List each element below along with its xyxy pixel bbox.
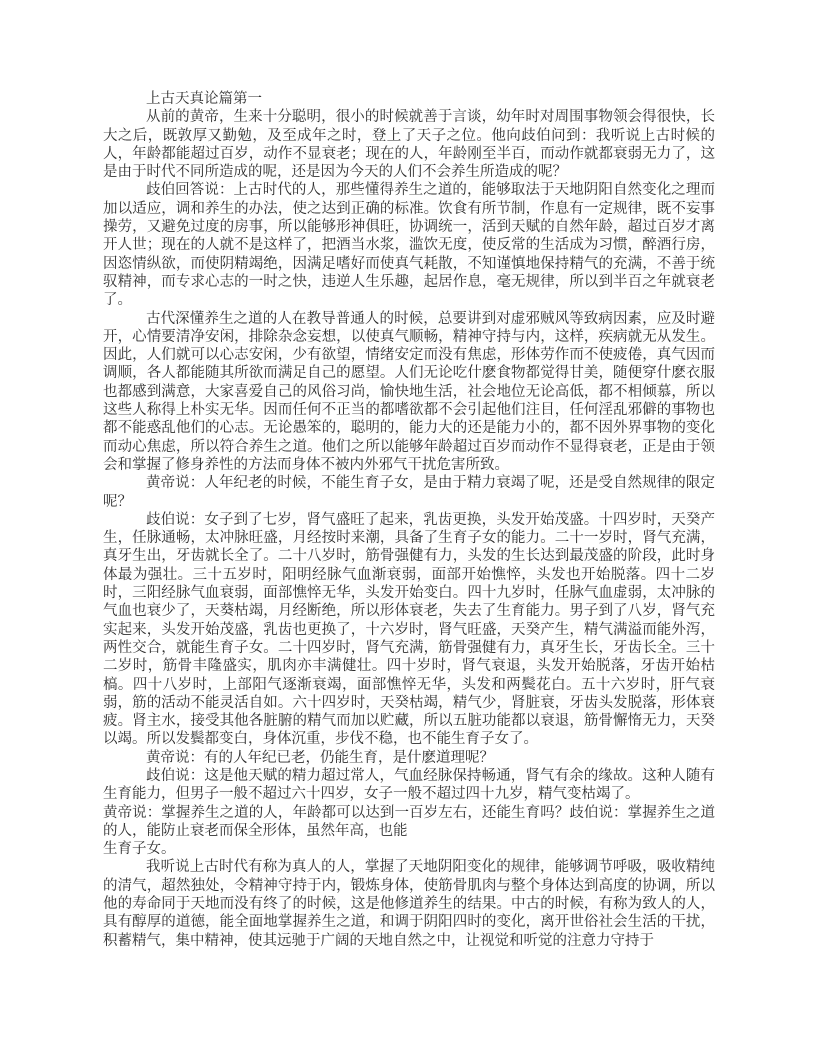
paragraph: 黄帝说：人年纪老的时候，不能生育子女，是由于精力衰竭了呢，还是受自然规律的限定呢？ (103, 475, 715, 510)
document-content (103, 90, 715, 950)
paragraph: 古代深懂养生之道的人在教导普通人的时候，总要讲到对虚邪贼风等致病因素，应及时避开，心情要清净安闲，排除杂念妄想，以使真气顺畅，精神守持与内，这样，疾病就无从发生。因此，人们就可以心志安闲，少有欲望，情绪安定而没有焦虑，形体劳作而不使疲倦，真气因而调顺，各人都能随其所欲而满足自己的愿望。人们无论吃什麽食物都觉得甘美，随便穿什麽衣服也都感到满意，大家喜爱自己的风俗习尚，愉快地生活，社会地位无论高低，都不相倾慕，所以这些人称得上朴实无华。因而任何不正当的都嗜欲都不会引起他们注目，任何淫乱邪僻的事物也都不能惑乱他们的心志。无论愚笨的，聪明的，能力大的还是能力小的，都不因外界事物的变化而动心焦虑，所以符合养生之道。他们之所以能够年龄超过百岁而动作不显得衰老，正是由于领会和掌握了修身养性的方法而身体不被内外邪气干扰危害所致。 (103, 310, 715, 473)
paragraph: 歧伯回答说：上古时代的人，那些懂得养生之道的，能够取法于天地阴阳自然变化之理而加以适应，调和养生的办法，使之达到正确的标准。饮食有所节制，作息有一定规律，既不妄事操劳，又避免过度的房事，所以能够形神俱旺，协调统一，活到天赋的自然年龄，超过百岁才离开人世；现在的人就不是这样了，把酒当水浆，滥饮无度，使反常的生活成为习惯，醉酒行房，因恣情纵欲，而使阴精竭绝，因满足嗜好而使真气耗散，不知谨慎地保持精气的充满，不善于统驭精神，而专求心志的一时之快，违逆人生乐趣，起居作息，毫无规律，所以到半百之年就衰老了。 (103, 182, 715, 309)
paragraph: 黄帝说：有的人年纪已老，仍能生育，是什麽道理呢？ (146, 749, 494, 766)
paragraph: 从前的黄帝，生来十分聪明，很小的时候就善于言谈，幼年时对周围事物领会得很快，长大之后，既敦厚又勤勉，及至成年之时，登上了天子之位。他向歧伯问到：我听说上古时候的人，年龄都能超过百岁，动作不显衰老；现在的人，年龄刚至半百，而动作就都衰弱无力了，这是由于时代不同所造成的呢，还是因为今天的人们不会养生所造成的呢？ (103, 109, 715, 181)
paragraph: 歧伯说：女子到了七岁，肾气盛旺了起来，乳齿更换，头发开始茂盛。十四岁时，天癸产生，任脉通畅，太冲脉旺盛，月经按时来潮，具备了生育子女的能力。二十一岁时，肾气充满，真牙生出，牙齿就长全了。二十八岁时，筋骨强健有力，头发的生长达到最茂盛的阶段，此时身体最为强壮。三十五岁时，阳明经脉气血渐衰弱，面部开始憔悴，头发也开始脱落。四十二岁时，三阳经脉气血衰弱，面部憔悴无华，头发开始变白。四十九岁时，任脉气血虚弱，太冲脉的气血也衰少了，天葵枯竭，月经断绝，所以形体衰老，失去了生育能力。男子到了八岁，肾气充实起来，头发开始茂盛，乳齿也更换了，十六岁时，肾气旺盛，天癸产生，精气满溢而能外泻，两性交合，就能生育子女。二十四岁时，肾气充满，筋骨强健有力，真牙生长，牙齿长全。三十二岁时，筋骨丰隆盛实，肌肉亦丰满健壮。四十岁时，肾气衰退，头发开始脱落，牙齿开始枯槁。四十八岁时，上部阳气逐渐衰竭，面部憔悴无华，头发和两鬓花白。五十六岁时，肝气衰弱，筋的活动不能灵活自如。六十四岁时，天癸枯竭，精气少，肾脏衰，牙齿头发脱落，形体衰疲。肾主水，接受其他各脏腑的精气而加以贮藏，所以五脏功能都以衰退，筋骨懈惰无力，天癸以竭。所以发鬓都变白，身体沉重，步伐不稳，也不能生育子女了。 (103, 511, 715, 748)
document-title: 上古天真论篇第一 (146, 91, 262, 107)
paragraph-list (103, 108, 715, 950)
paragraph: 我听说上古时代有称为真人的人，掌握了天地阴阳变化的规律，能够调节呼吸，吸收精纯的清气，超然独处，令精神守持于内，锻炼身体，使筋骨肌肉与整个身体达到高度的协调，所以他的寿命同于天地而没有终了的时候，这是他修道养生的结果。中古的时候，有称为致人的人，具有醇厚的道德，能全面地掌握养生之道，和调于阴阳四时的变化，离开世俗社会生活的干扰，积蓄精气，集中精神，使其远驰于广阔的天地自然之中，让视觉和听觉的注意力守持于 (103, 859, 715, 949)
paragraph: 生育子女。 (103, 841, 176, 858)
paragraph: 黄帝说：掌握养生之道的人，年龄都可以达到一百岁左右，还能生育吗？歧伯说：掌握养生之道的人，能防止衰老而保全形体，虽然年高，也能 (103, 804, 715, 839)
paragraph: 歧伯说：这是他天赋的精力超过常人，气血经脉保持畅通，肾气有余的缘故。这种人随有生育能力，但男子一般不超过六十四岁，女子一般不超过四十九岁，精气变枯竭了。 (103, 767, 715, 803)
